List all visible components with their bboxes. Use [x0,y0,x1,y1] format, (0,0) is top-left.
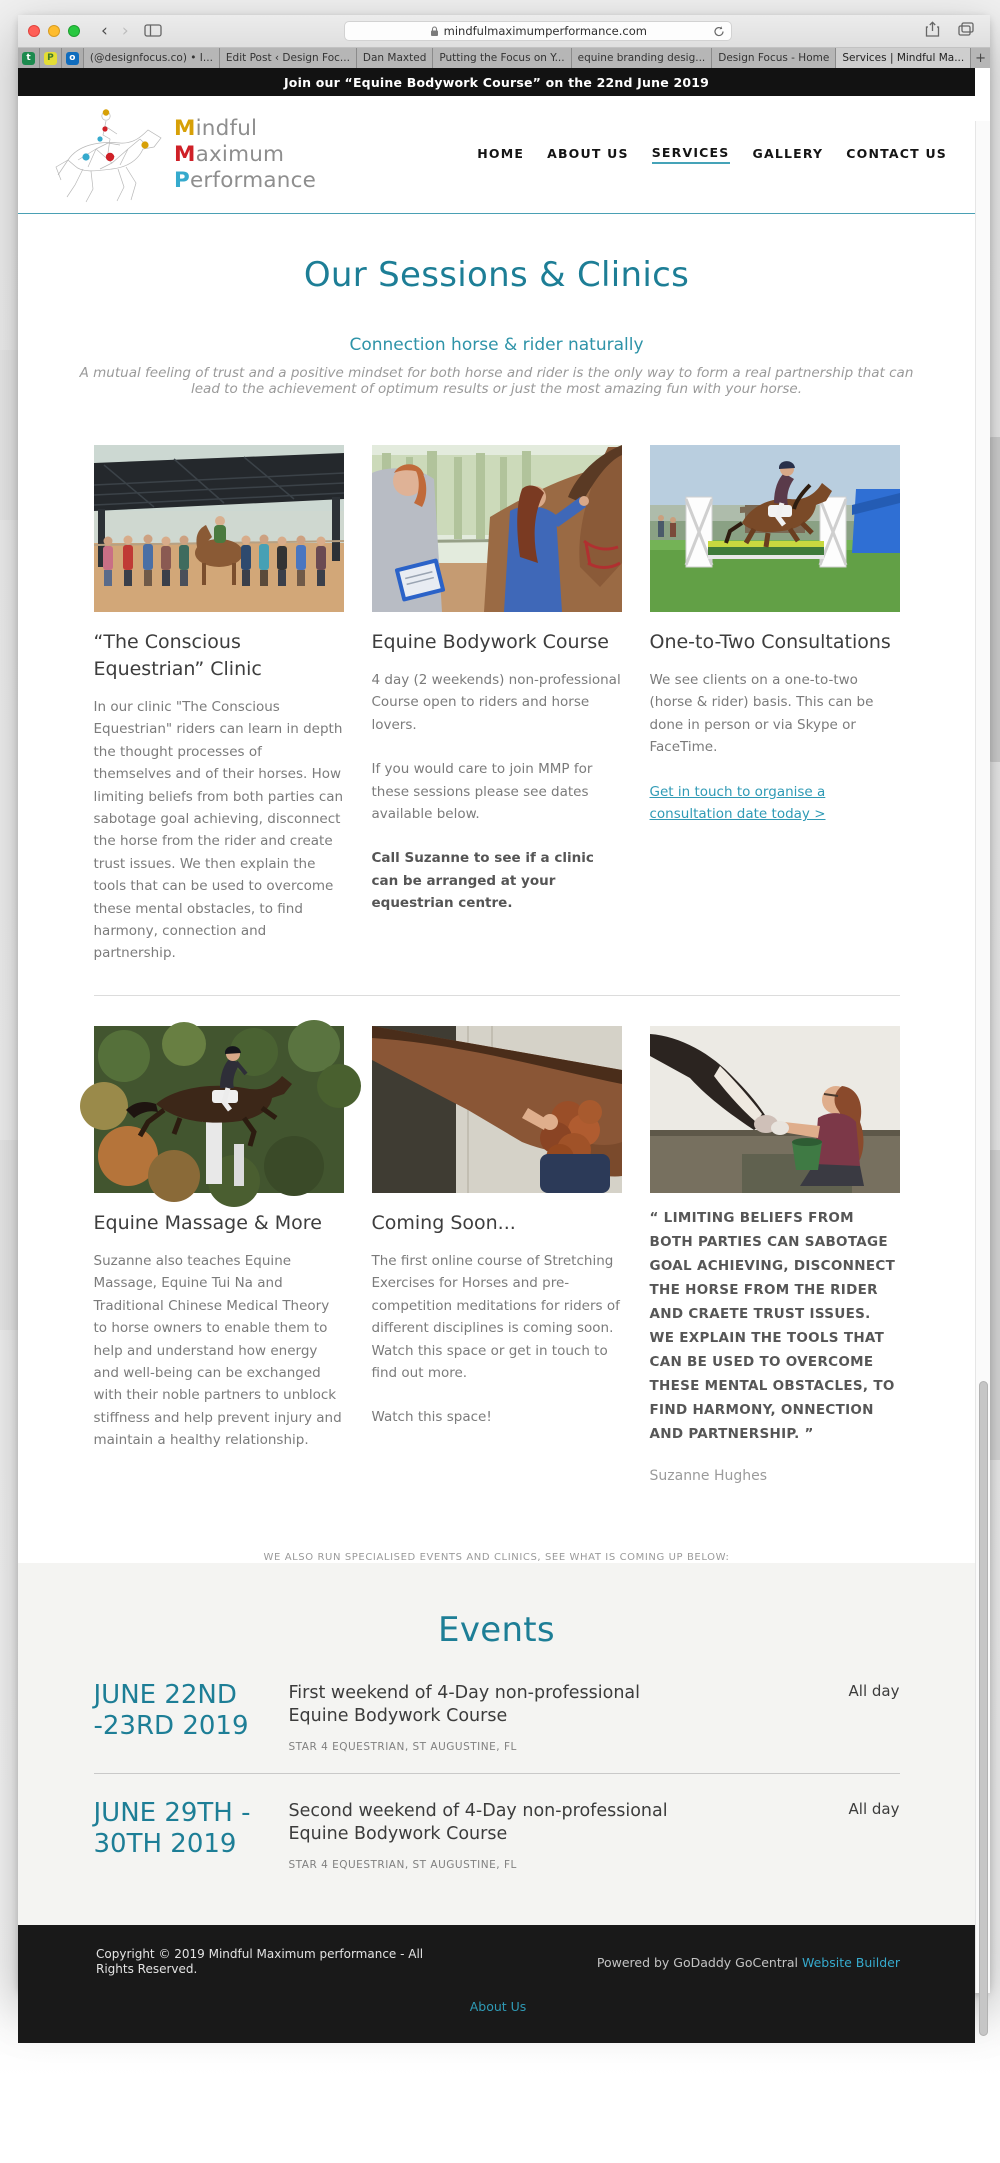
logo-letter: M [174,141,196,167]
service-card-conscious-equestrian [94,445,344,965]
event-date [94,1798,289,1860]
services-grid-row-2 [94,1026,900,1484]
pantone-icon: P [44,52,57,65]
refresh-icon[interactable] [713,25,725,41]
nav-item-contact-us[interactable]: CONTACT US [846,146,947,161]
tab-putting-focus[interactable]: Putting the Focus on Y... [433,48,571,68]
service-card-consultations [650,445,900,965]
close-button[interactable] [28,25,40,37]
event-venue: STAR 4 EQUESTRIAN, ST AUGUSTINE, FL [288,1740,517,1753]
consultation-link[interactable]: Get in touch to organise a consultation date today > [649,783,826,823]
page-scrollbar[interactable] [975,121,990,1993]
page-content [18,68,990,2014]
tabs-overview-icon[interactable] [958,21,974,41]
horse-rider-logo-icon [48,105,170,205]
safari-window [18,15,990,2014]
testimonial-quote: WE EXPLAIN THE TOOLS THAT CAN BE USED TO OVERCOME THESE MENTAL OBSTACLES, TO FIND HARMONY, ONNECTION AND PARTNERSHIP. ” [649,1329,895,1442]
forward-button[interactable]: › [121,20,129,41]
share-icon[interactable] [925,21,940,41]
new-tab-button[interactable]: + [971,48,990,68]
window-controls [28,25,80,37]
pinned-tab-trello[interactable] [18,48,40,68]
pinned-tab-pantone[interactable] [40,48,62,68]
hero-section [18,214,975,397]
tab-services-mindful[interactable]: Services | Mindful Ma... [836,48,971,68]
announcement-banner[interactable]: Join our “Equine Bodywork Course” on the 22nd June 2019 [18,68,975,96]
card-text: If you would care to join MMP for these sessions please see dates available below. [371,761,593,823]
trello-icon: t [22,52,35,65]
cross-country-photo [94,1026,344,1193]
quote-attribution: Suzanne Hughes [649,1467,768,1484]
services-grid-row-1 [94,445,900,965]
background-window-fragment [0,350,18,520]
service-card-equine-massage [94,1026,344,1484]
minimize-button[interactable] [48,25,60,37]
lock-icon [430,26,439,37]
sidebar-icon[interactable] [144,22,162,41]
logo-letter: P [174,167,190,193]
card-title: Coming Soon... [371,1211,516,1234]
event-date-line: JUNE 29TH - [93,1797,251,1828]
show-jumping-photo [650,445,900,612]
nav-item-about-us[interactable]: ABOUT US [547,146,629,161]
outlook-icon: o [66,52,79,65]
card-title: “The Conscious Equestrian” Clinic [93,631,262,680]
tab-edit-post[interactable]: Edit Post ‹ Design Foc... [220,48,357,68]
event-date-line: 30TH 2019 [93,1828,237,1859]
logo-word: erformance [189,167,317,193]
event-venue: STAR 4 EQUESTRIAN, ST AUGUSTINE, FL [288,1858,517,1871]
logo-letter: M [174,115,196,141]
main-navigation [477,145,947,164]
events-section [18,1563,975,1925]
event-date-line: JUNE 22ND [93,1679,237,1710]
card-text: Watch this space! [371,1409,492,1426]
card-text: The first online course of Stretching Exercises for Horses and pre-competition meditations for riders of different disciplines is coming soon. Watch this space or get in touch to find out more. [371,1252,620,1381]
event-time: All day [848,1681,900,1700]
event-title: Second weekend of 4-Day non-professional Equine Bodywork Course [288,1800,668,1844]
section-divider [94,995,900,996]
page-subtitle: Connection horse & rider naturally [349,335,644,355]
copyright-text: Copyright © 2019 Mindful Maximum performance - All Rights Reserved. [96,1946,424,1977]
powered-prefix: Powered by GoDaddy GoCentral [596,1954,802,1970]
intro-paragraph: A mutual feeling of trust and a positive mindset for both horse and rider is the only way to form a real partnership that can lead to the achievement of optimum results or just the most amazing fun with your horse. [79,365,914,397]
titlebar-right-buttons [925,21,974,41]
event-date-line: -23RD 2019 [93,1710,249,1741]
tab-dan-maxted[interactable]: Dan Maxted [357,48,433,68]
logo-word: indful [195,115,258,141]
url-bar-area [162,21,915,41]
url-field[interactable] [344,21,732,41]
event-title: First weekend of 4-Day non-professional Equine Bodywork Course [288,1682,641,1726]
nav-item-home[interactable]: HOME [477,146,525,161]
quote-card [650,1026,900,1484]
tab-design-focus-home[interactable]: Design Focus - Home [712,48,836,68]
card-text: We see clients on a one-to-two (horse & rider) basis. This can be done in person or via Skype or FaceTime. [649,672,874,756]
page-title: Our Sessions & Clinics [303,255,690,295]
scrollbar-thumb[interactable] [979,1381,988,2036]
horse-bonding-photo [650,1026,900,1193]
bodywork-session-photo [372,445,622,612]
logo-word: aximum [195,141,285,167]
tab-instagram[interactable]: (@designfocus.co) • I... [84,48,220,68]
pinned-tab-outlook[interactable] [62,48,84,68]
event-info [289,1680,820,1753]
events-note: WE ALSO RUN SPECIALISED EVENTS AND CLINICS, SEE WHAT IS COMING UP BELOW: [263,1551,730,1563]
card-call-to-action: Call Suzanne to see if a clinic can be arranged at your equestrian centre. [371,850,594,912]
tab-equine-branding[interactable]: equine branding desig... [572,48,713,68]
logo-wordmark [174,116,316,194]
tab-bar [18,48,990,68]
background-window-fragment [0,1140,18,1330]
card-title: Equine Bodywork Course [371,631,609,653]
browser-titlebar [18,15,990,48]
service-card-coming-soon [372,1026,622,1484]
card-title: Equine Massage & More [93,1211,322,1234]
card-title: One-to-Two Consultations [649,631,891,653]
site-logo[interactable] [48,105,316,205]
card-text: 4 day (2 weekends) non-professional Course open to riders and horse lovers. [371,672,621,733]
url-text: mindfulmaximumperformance.com [443,24,647,38]
event-time: All day [848,1799,900,1818]
event-row [94,1798,900,1871]
footer-about-us-link[interactable]: About Us [469,1998,527,2014]
massage-closeup-photo [372,1026,622,1193]
testimonial-quote: “ LIMITING BELIEFS FROM BOTH PARTIES CAN SABOTAGE GOAL ACHIEVING, DISCONNECT THE HORSE FROM THE RIDER AND CRAETE TRUST ISSUES. [649,1209,896,1322]
site-header [18,96,975,213]
event-info [289,1798,820,1871]
site-footer [18,1925,975,2043]
back-button[interactable]: ‹ [101,20,108,41]
event-date [94,1680,289,1742]
zoom-button[interactable] [68,25,80,37]
events-title: Events [438,1609,555,1650]
powered-by-text [597,1955,900,1978]
events-list [94,1680,900,1871]
card-text: Suzanne also teaches Equine Massage, Equine Tui Na and Traditional Chinese Medical Theory to horse owners to enable them to help and understand how energy and well-being can be exchanged with their noble partners to unblock stiffness and help prevent injury and maintain a healthy relationship. [93,1252,342,1449]
nav-item-gallery[interactable]: GALLERY [752,146,824,161]
event-row [94,1680,900,1753]
card-text: In our clinic "The Conscious Equestrian" riders can learn in depth the thought processes of themselves and of their horses. How limiting beliefs from both parties can sabotage goal achieving, disconnect the horse from the rider and create trust issues. We then explain the tools that can be used to overcome these mental obstacles, to find harmony, connection and partnership. [93,699,344,962]
website-builder-link[interactable]: Website Builder [801,1954,900,1970]
nav-item-services[interactable]: SERVICES [652,145,730,164]
service-card-bodywork-course [372,445,622,965]
clinic-group-photo [94,445,344,612]
event-divider [94,1773,900,1774]
